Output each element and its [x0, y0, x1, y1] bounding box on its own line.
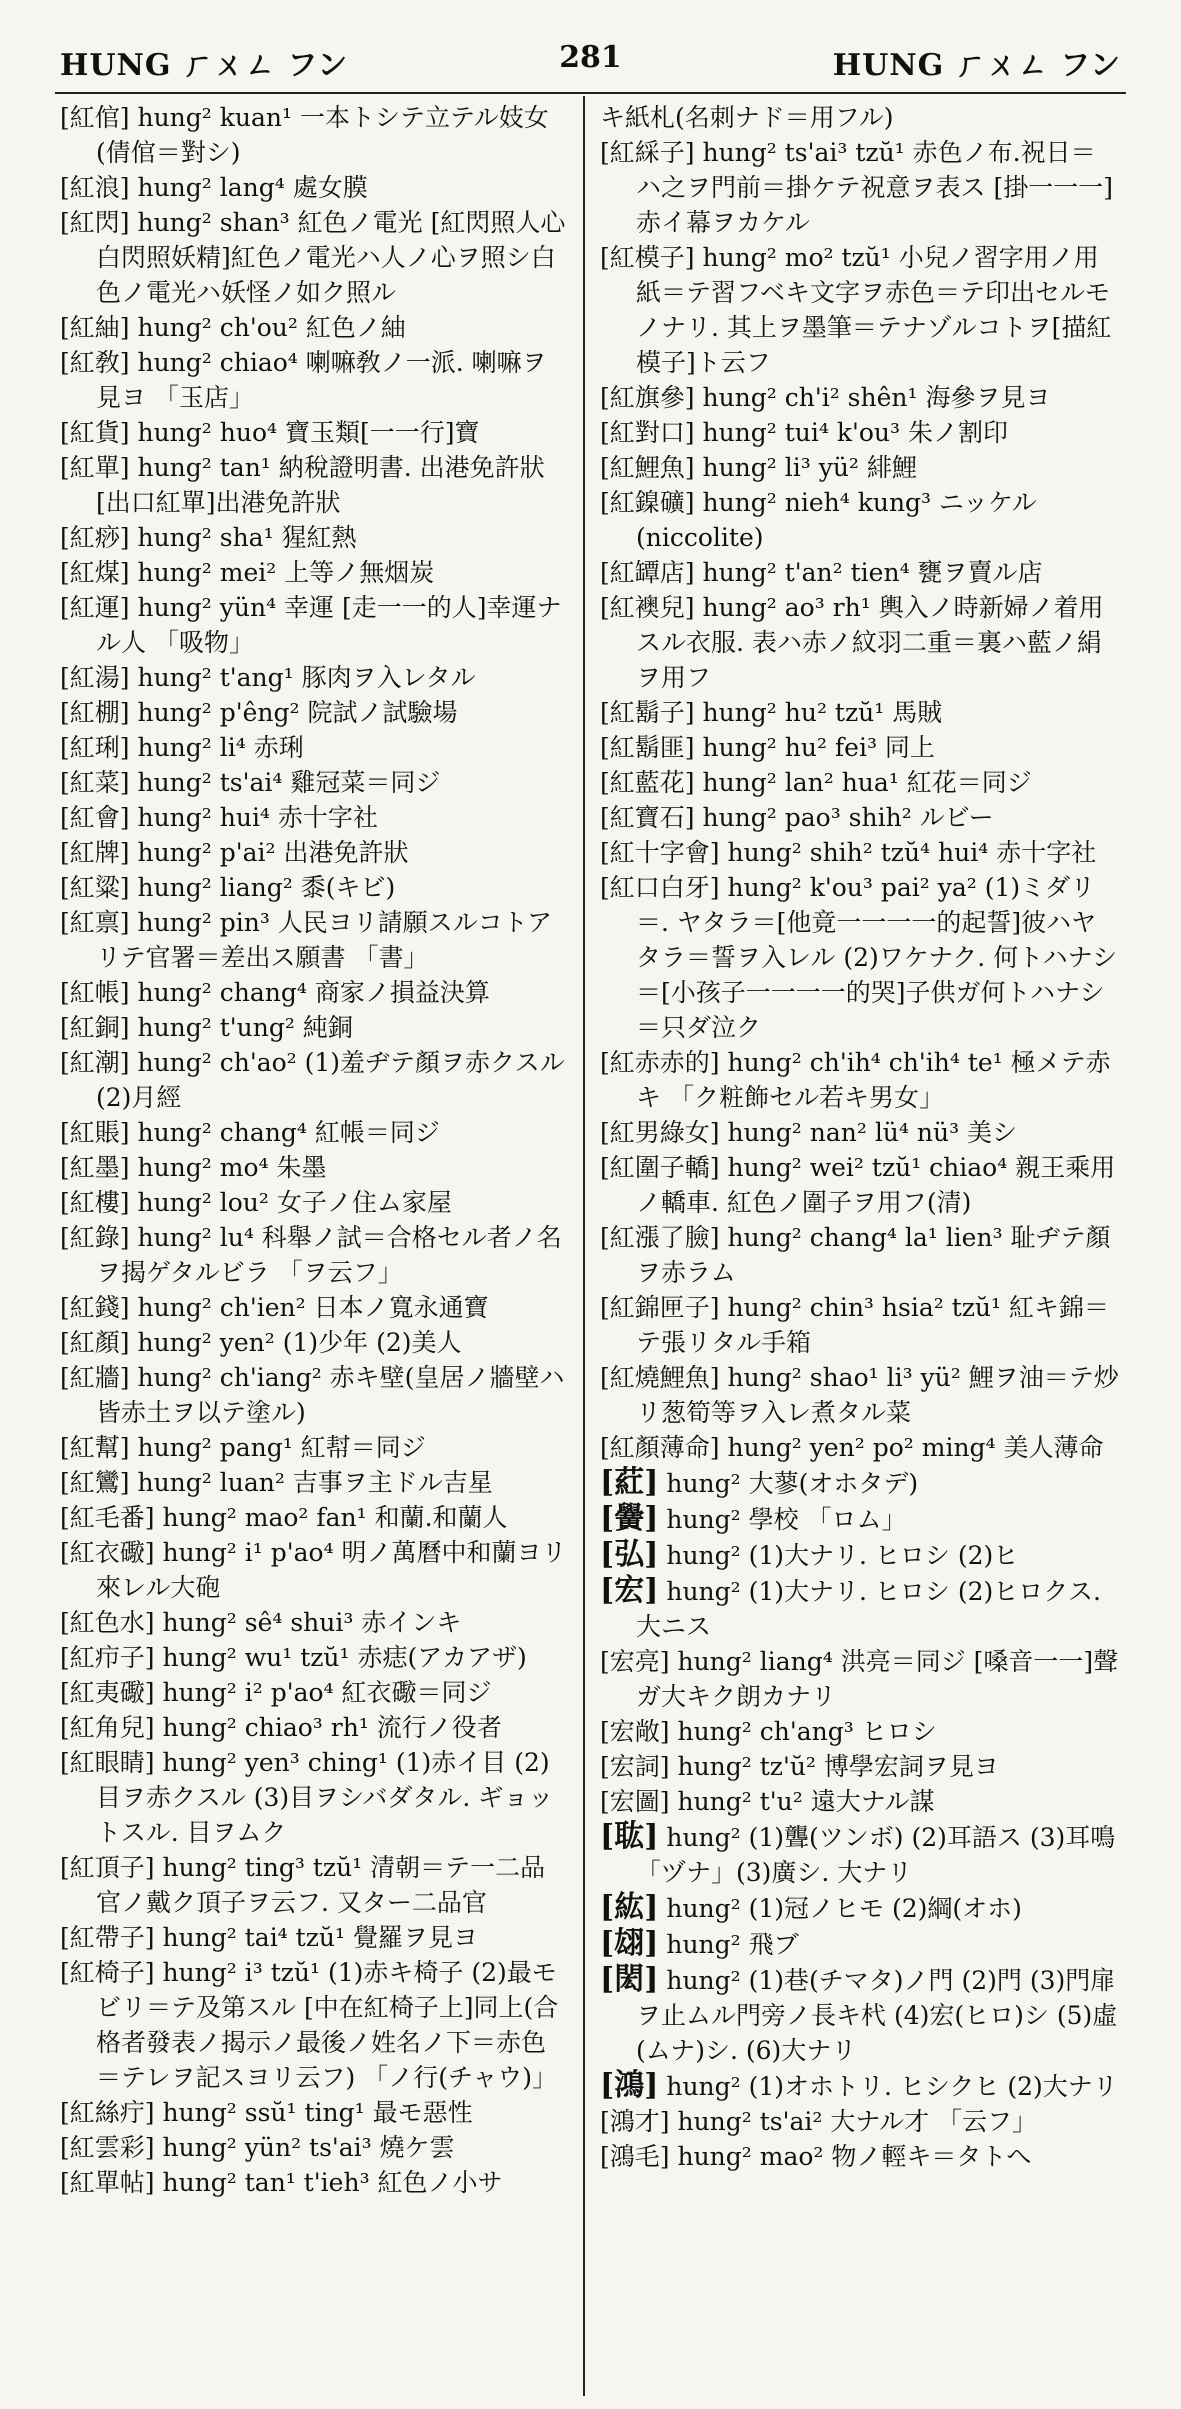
entry-headword: [紅痧] — [60, 523, 130, 552]
entry-definition: hung² kuan¹ 一本トシテ立テル妓女(倩倌＝對シ) — [96, 103, 549, 167]
entry-headword: [紅棚] — [60, 698, 130, 727]
entry-definition: hung² mao² fan¹ 和蘭.和蘭人 — [154, 1503, 508, 1532]
dictionary-entry — [60, 2095, 570, 2130]
entry-headword: [紅夷礮] — [60, 1678, 155, 1707]
entry-definition: hung² yün² ts'ai³ 燒ケ雲 — [154, 2133, 455, 2162]
entry-definition: キ紙札(名刺ナド＝用フル) — [600, 103, 894, 132]
dictionary-entry — [60, 590, 570, 660]
entry-definition: hung² sha¹ 猩紅熱 — [129, 523, 357, 552]
dictionary-entry — [60, 1045, 570, 1115]
entry-definition: hung² ch'ang³ ヒロシ — [669, 1717, 937, 1746]
entry-definition: hung² (1)冠ノヒモ (2)綱(オホ) — [658, 1894, 1022, 1923]
dictionary-entry — [60, 800, 570, 835]
dictionary-entry — [60, 1010, 570, 1045]
entry-definition: hung² huo⁴ 寶玉類[一一行]寶 — [129, 418, 480, 447]
entry-definition: hung² wu¹ tzŭ¹ 赤痣(アカアザ) — [154, 1643, 527, 1672]
entry-definition: hung² i¹ p'ao⁴ 明ノ萬曆中和蘭ヨリ來レル大砲 — [96, 1538, 567, 1602]
dictionary-entry — [600, 380, 1120, 415]
entry-headword: [紅燒鯉魚] — [600, 1363, 720, 1392]
entry-definition: hung² ch'i² shên¹ 海參ヲ見ヨ — [694, 383, 1051, 412]
entry-headword: [紅鯉魚] — [600, 453, 695, 482]
dictionary-entry — [600, 2068, 1120, 2104]
entry-definition: hung² ch'ih⁴ ch'ih⁴ te¹ 極メテ赤キ 「ク粧飾セル若キ男女」 — [636, 1048, 1111, 1112]
dictionary-entry — [60, 1290, 570, 1325]
dictionary-entry — [60, 205, 570, 310]
entry-headword: [宏詞] — [600, 1752, 670, 1781]
entry-definition: hung² hui⁴ 赤十字社 — [129, 803, 378, 832]
entry-headword: [紅牌] — [60, 838, 130, 867]
dictionary-entry — [60, 695, 570, 730]
entry-definition: hung² mao² 物ノ輕キ＝タトへ — [669, 2142, 1032, 2171]
dictionary-entry — [60, 905, 570, 975]
entry-definition: hung² (1)巷(チマタ)ノ門 (2)門 (3)門扉ヲ止ムル門旁ノ長キ杙 (4)宏(ヒロ)シ (5)虛(ムナ)シ. (6)大ナリ — [636, 1966, 1118, 2065]
entry-definition: hung² ch'ien² 日本ノ寬永通寶 — [129, 1293, 489, 1322]
dictionary-entry — [600, 1644, 1120, 1714]
entry-headword: [紅錦匣子] — [600, 1293, 720, 1322]
left-column — [60, 100, 570, 2390]
dictionary-entry — [60, 555, 570, 590]
entry-definition: hung² k'ou³ pai² ya² (1)ミダリ＝. ヤタラ＝[他竟一一一一的起誓]彼ハヤタラ＝誓ヲ入レル (2)ワケナク. 何トハナシ＝[小孩子一一一一的哭]子供ガ何トハナシ＝只ダ泣ク — [636, 873, 1118, 1042]
dictionary-entry — [600, 240, 1120, 380]
dictionary-entry — [60, 1325, 570, 1360]
dictionary-entry — [600, 590, 1120, 695]
entry-definition: hung² (1)聾(ツンボ) (2)耳語ス (3)耳鳴 「ヅナ」(3)廣シ. 大ナリ — [636, 1823, 1116, 1887]
entry-headword: [紅眼睛] — [60, 1748, 155, 1777]
entry-definition: hung² ch'ou² 紅色ノ紬 — [129, 313, 406, 342]
entry-headword: [紅牆] — [60, 1363, 130, 1392]
dictionary-entry — [600, 1784, 1120, 1819]
entry-definition: hung² (1)大ナリ. ヒロシ (2)ヒ — [658, 1541, 1019, 1570]
entry-headword: [紅口白牙] — [600, 873, 720, 902]
entry-headword: [紅浪] — [60, 173, 130, 202]
entry-headword: [宏亮] — [600, 1647, 670, 1676]
dictionary-entry — [60, 1675, 570, 1710]
dictionary-entry — [600, 1819, 1120, 1890]
entry-headword: [紅疖子] — [60, 1643, 155, 1672]
dictionary-entry — [60, 1640, 570, 1675]
entry-definition: hung² mo⁴ 朱墨 — [129, 1153, 327, 1182]
entry-definition: hung² 學校 「ロム」 — [658, 1505, 907, 1534]
dictionary-entry — [60, 765, 570, 800]
entry-headword: [宏圖] — [600, 1787, 670, 1816]
entry-definition: hung² p'ai² 出港免許狀 — [129, 838, 409, 867]
entry-definition: hung² ts'ai³ tzŭ¹ 赤色ノ布.祝日＝ハ之ヲ門前＝掛ケテ祝意ヲ表ス [掛一一一]赤イ幕ヲカケル — [636, 138, 1113, 237]
header-right-guide-word: HUNG ㄏㄨㄥ フン — [832, 48, 1121, 83]
dictionary-entry — [60, 2130, 570, 2165]
page-number: 281 — [559, 40, 622, 75]
dictionary-entry — [60, 1605, 570, 1640]
entry-definition: hung² li⁴ 赤琍 — [129, 733, 304, 762]
dictionary-entry — [60, 660, 570, 695]
entry-definition: hung² yen² (1)少年 (2)美人 — [129, 1328, 462, 1357]
dictionary-entry — [60, 1500, 570, 1535]
dictionary-entry — [60, 450, 570, 520]
dictionary-entry — [60, 1955, 570, 2095]
dictionary-entry — [600, 1220, 1120, 1290]
entry-definition: hung² ssŭ¹ ting¹ 最モ惡性 — [154, 2098, 473, 2127]
entry-definition: hung² ting³ tzŭ¹ 清朝＝テ一二品官ノ戴ク頂子ヲ云フ. 又ター二品官 — [96, 1853, 546, 1917]
entry-headword: [紅鬍子] — [600, 698, 695, 727]
dictionary-entry — [60, 100, 570, 170]
entry-headword: [紅紬] — [60, 313, 130, 342]
entry-definition: hung² chiao³ rh¹ 流行ノ役者 — [154, 1713, 502, 1742]
entry-definition: hung² nan² lü⁴ nü³ 美シ — [719, 1118, 1018, 1147]
dictionary-entry — [600, 1501, 1120, 1537]
entry-definition: hung² yen² po² ming⁴ 美人薄命 — [719, 1433, 1104, 1462]
entry-headword: [紅閃] — [60, 208, 130, 237]
dictionary-entry — [600, 1714, 1120, 1749]
entry-definition: hung² mo² tzŭ¹ 小兒ノ習字用ノ用紙＝テ習フベキ文字ヲ赤色＝テ印出セルモノナリ. 其上ヲ墨筆＝テナゾルコトヲ[描紅模子]ト云フ — [636, 243, 1112, 377]
entry-headword: [宏敞] — [600, 1717, 670, 1746]
entry-headword: [紅對口] — [600, 418, 695, 447]
right-column — [600, 100, 1120, 2390]
entry-definition: hung² pao³ shih² ルビー — [694, 803, 994, 832]
entry-headword: [紅粱] — [60, 873, 130, 902]
entry-headword: [紅單帖] — [60, 2168, 155, 2197]
dictionary-entry — [60, 975, 570, 1010]
dictionary-entry — [60, 1150, 570, 1185]
entry-headword: [紅貨] — [60, 418, 130, 447]
dictionary-entry — [600, 100, 1120, 135]
entry-headword: [紅角兒] — [60, 1713, 155, 1742]
entry-definition: hung² lan² hua¹ 紅花＝同ジ — [694, 768, 1032, 797]
dictionary-entry — [600, 2139, 1120, 2174]
entry-headword: [紅敎] — [60, 348, 130, 377]
dictionary-entry — [600, 1465, 1120, 1501]
entry-definition: hung² t'ung² 純銅 — [129, 1013, 353, 1042]
dictionary-entry — [600, 765, 1120, 800]
entry-definition: hung² chin³ hsia² tzŭ¹ 紅キ錦＝テ張リタル手箱 — [636, 1293, 1109, 1357]
entry-headword: [紅衣礮] — [60, 1538, 155, 1567]
dictionary-entry — [60, 870, 570, 905]
entry-definition: hung² tai⁴ tzŭ¹ 覺羅ヲ見ヨ — [154, 1923, 478, 1952]
entry-definition: hung² chang⁴ 紅帳＝同ジ — [129, 1118, 440, 1147]
dictionary-entry — [60, 1430, 570, 1465]
entry-headword: [紅樓] — [60, 1188, 130, 1217]
dictionary-entry — [60, 415, 570, 450]
entry-definition: hung² lang⁴ 處女膜 — [129, 173, 368, 202]
entry-headword: [紅錢] — [60, 1293, 130, 1322]
entry-headword: [紅寶石] — [600, 803, 695, 832]
entry-definition: hung² 大蓼(オホタデ) — [658, 1469, 919, 1498]
dictionary-entry — [60, 835, 570, 870]
entry-definition: hung² mei² 上等ノ無烟炭 — [129, 558, 435, 587]
dictionary-entry — [600, 1360, 1120, 1430]
entry-definition: hung² tui⁴ k'ou³ 朱ノ割印 — [694, 418, 1008, 447]
entry-headword: [紅倌] — [60, 103, 130, 132]
entry-definition: hung² lu⁴ 科舉ノ試＝合格セル者ノ名ヲ揭ゲタルビラ 「ヲ云フ」 — [96, 1223, 562, 1287]
dictionary-entry — [600, 1537, 1120, 1573]
entry-headword: [鴻毛] — [600, 2142, 670, 2171]
dictionary-entry — [600, 135, 1120, 240]
entry-headword: [紅男綠女] — [600, 1118, 720, 1147]
entry-headword: [鴻] — [600, 2068, 659, 2103]
entry-headword: [葒] — [600, 1465, 659, 1500]
entry-headword: [紅模子] — [600, 243, 695, 272]
entry-headword: [紅錄] — [60, 1223, 130, 1252]
entry-headword: [紅顏薄命] — [600, 1433, 720, 1462]
entry-definition: hung² (1)オホトリ. ヒシクヒ (2)大ナリ — [658, 2072, 1118, 2101]
entry-definition: hung² chang⁴ 商家ノ損益決算 — [129, 978, 490, 1007]
dictionary-entry — [60, 1920, 570, 1955]
entry-definition: hung² lou² 女子ノ住ム家屋 — [129, 1188, 452, 1217]
entry-headword: [紅絲疔] — [60, 2098, 155, 2127]
entry-headword: [紅椅子] — [60, 1958, 155, 1987]
dictionary-entry — [60, 1535, 570, 1605]
entry-headword: [紅會] — [60, 803, 130, 832]
entry-definition: hung² wei² tzŭ¹ chiao⁴ 親王乘用ノ轎車. 紅色ノ圍子ヲ用フ(清) — [636, 1153, 1116, 1217]
entry-headword: [紅鎳礦] — [600, 488, 695, 517]
dictionary-entry — [600, 485, 1120, 555]
entry-headword: [宏] — [600, 1573, 659, 1608]
dictionary-entry — [600, 1045, 1120, 1115]
dictionary-entry — [60, 2165, 570, 2200]
entry-definition: hung² shan³ 紅色ノ電光 [紅閃照人心白閃照妖精]紅色ノ電光ハ人ノ心ヲ照シ白色ノ電光ハ妖怪ノ如ク照ル — [96, 208, 566, 307]
dictionary-entry — [60, 170, 570, 205]
dictionary-entry — [60, 1745, 570, 1850]
entry-headword: [黌] — [600, 1501, 659, 1536]
entry-headword: [紅煤] — [60, 558, 130, 587]
entry-definition: hung² i³ tzŭ¹ (1)赤キ椅子 (2)最モビリ＝テ及第スル [中在紅椅子上]同上(合格者發表ノ揭示ノ最後ノ姓名ノ下＝赤色＝テレヲ記スヨリ云フ) 「ノ行(チャウ)」 — [96, 1958, 559, 2092]
entry-definition: hung² t'ang¹ 豚肉ヲ入レタル — [129, 663, 476, 692]
dictionary-entry — [60, 1220, 570, 1290]
entry-definition: hung² ao³ rh¹ 輿入ノ時新婦ノ着用スル衣服. 表ハ赤ノ紋羽二重＝裏ハ藍ノ絹ヲ用フ — [636, 593, 1104, 692]
dictionary-entry — [60, 1115, 570, 1150]
entry-headword: [紅綵子] — [600, 138, 695, 167]
entry-headword: [紘] — [600, 1890, 659, 1925]
entry-definition: hung² 飛ブ — [658, 1930, 799, 1959]
dictionary-entry — [600, 730, 1120, 765]
entry-headword: [紅禀] — [60, 908, 130, 937]
entry-headword: [弘] — [600, 1537, 659, 1572]
dictionary-entry — [600, 450, 1120, 485]
entry-headword: [紅漲了臉] — [600, 1223, 720, 1252]
entry-definition: hung² chang⁴ la¹ lien³ 耻ヂテ顏ヲ赤ラム — [636, 1223, 1111, 1287]
dictionary-entry — [600, 695, 1120, 730]
entry-definition: hung² (1)大ナリ. ヒロシ (2)ヒロクス. 大ニス — [636, 1577, 1101, 1641]
entry-headword: [紅帳] — [60, 978, 130, 1007]
entry-definition: hung² hu² tzŭ¹ 馬賊 — [694, 698, 943, 727]
dictionary-entry — [600, 835, 1120, 870]
entry-headword: [閎] — [600, 1962, 659, 1997]
entry-headword: [紅頂子] — [60, 1853, 155, 1882]
entry-headword: [紅藍花] — [600, 768, 695, 797]
entry-definition: hung² liang² 黍(キビ) — [129, 873, 396, 902]
dictionary-entry — [60, 310, 570, 345]
entry-definition: hung² p'êng² 院試ノ試驗場 — [129, 698, 458, 727]
entry-definition: hung² hu² fei³ 同上 — [694, 733, 935, 762]
dictionary-entry — [600, 1749, 1120, 1784]
dictionary-entry — [60, 1465, 570, 1500]
page-header — [60, 40, 1121, 90]
entry-headword: [紅罈店] — [600, 558, 695, 587]
header-rule — [55, 92, 1126, 94]
entry-definition: hung² li³ yü² 緋鯉 — [694, 453, 917, 482]
entry-headword: [紅帶子] — [60, 1923, 155, 1952]
entry-definition: hung² shih² tzŭ⁴ hui⁴ 赤十字社 — [719, 838, 1097, 867]
entry-definition: hung² t'u² 遠大ナル謀 — [669, 1787, 935, 1816]
entry-definition: hung² sê⁴ shui³ 赤インキ — [154, 1608, 462, 1637]
entry-headword: [紅赤赤的] — [600, 1048, 720, 1077]
dictionary-entry — [600, 1150, 1120, 1220]
dictionary-entry — [600, 1890, 1120, 1926]
header-left-guide-word: HUNG ㄏㄨㄥ フン — [60, 48, 349, 83]
entry-definition: hung² ts'ai² 大ナル才 「云フ」 — [669, 2107, 1038, 2136]
entry-definition: hung² ts'ai⁴ 雞冠菜＝同ジ — [129, 768, 441, 797]
entry-headword: [紅單] — [60, 453, 130, 482]
entry-headword: [紅湯] — [60, 663, 130, 692]
entry-definition: hung² t'an² tien⁴ 甕ヲ賣ル店 — [694, 558, 1043, 587]
entry-headword: [紅幫] — [60, 1433, 130, 1462]
dictionary-entry — [60, 730, 570, 765]
dictionary-entry — [600, 1926, 1120, 1962]
entry-headword: [紅色水] — [60, 1608, 155, 1637]
entry-headword: [紅十字會] — [600, 838, 720, 867]
entry-definition: hung² tan¹ t'ieh³ 紅色ノ小サ — [154, 2168, 503, 2197]
dictionary-entry — [600, 1430, 1120, 1465]
dictionary-entry — [60, 520, 570, 555]
entry-headword: [紅銅] — [60, 1013, 130, 1042]
entry-headword: [紅圍子轎] — [600, 1153, 720, 1182]
entry-definition: hung² tan¹ 納稅證明書. 出港免許狀[出口紅單]出港免許狀 — [96, 453, 545, 517]
entry-definition: hung² i² p'ao⁴ 紅衣礮＝同ジ — [154, 1678, 492, 1707]
dictionary-entry — [600, 555, 1120, 590]
dictionary-entry — [60, 1185, 570, 1220]
entry-headword: [紅鬍匪] — [600, 733, 695, 762]
entry-headword: [紅旗參] — [600, 383, 695, 412]
entry-definition: hung² pin³ 人民ヨリ請願スルコトアリテ官署＝差出ス願書 「書」 — [96, 908, 553, 972]
dictionary-entry — [60, 345, 570, 415]
entry-headword: [紅琍] — [60, 733, 130, 762]
entry-definition: hung² ch'iang² 赤キ壁(皇居ノ牆壁ハ皆赤土ヲ以テ塗ル) — [96, 1363, 565, 1427]
entry-definition: hung² tz'ŭ² 博學宏詞ヲ見ヨ — [669, 1752, 999, 1781]
entry-headword: [紅潮] — [60, 1048, 130, 1077]
entry-headword: [紅賬] — [60, 1118, 130, 1147]
dictionary-entry — [60, 1710, 570, 1745]
dictionary-entry — [600, 1573, 1120, 1644]
entry-definition: hung² yün⁴ 幸運 [走一一的人]幸運ナル人 「吸物」 — [96, 593, 562, 657]
entry-definition: hung² luan² 吉事ヲ主ドル吉星 — [129, 1468, 493, 1497]
entry-headword: [耾] — [600, 1819, 659, 1854]
entry-definition: hung² pang¹ 紅幇＝同ジ — [129, 1433, 426, 1462]
entry-headword: [紅毛番] — [60, 1503, 155, 1532]
entry-headword: [紅運] — [60, 593, 130, 622]
dictionary-entry — [60, 1850, 570, 1920]
entry-headword: [紅墨] — [60, 1153, 130, 1182]
dictionary-entry — [600, 415, 1120, 450]
entry-definition: hung² liang⁴ 洪亮＝同ジ [嗓音一一]聲ガ大キク朗カナリ — [636, 1647, 1119, 1711]
entry-definition: hung² yen³ ching¹ (1)赤イ目 (2)目ヲ赤クスル (3)目ヲシバダタル. ギョットスル. 目ヲムク — [96, 1748, 554, 1847]
entry-headword: [鴻才] — [600, 2107, 670, 2136]
entry-definition: hung² chiao⁴ 喇嘛敎ノ一派. 喇嘛ヲ見ヨ 「玉店」 — [96, 348, 547, 412]
entry-headword: [紅顏] — [60, 1328, 130, 1357]
entry-headword: [紅雲彩] — [60, 2133, 155, 2162]
dictionary-entry — [600, 1962, 1120, 2068]
column-divider — [583, 96, 585, 2396]
dictionary-entry — [600, 1115, 1120, 1150]
entry-headword: [紅菜] — [60, 768, 130, 797]
entry-headword: [紅襖兒] — [600, 593, 695, 622]
entry-headword: [紅鸞] — [60, 1468, 130, 1497]
entry-definition: hung² nieh⁴ kung³ ニッケル (niccolite) — [636, 488, 1037, 552]
dictionary-entry — [600, 2104, 1120, 2139]
entry-definition: hung² shao¹ li³ yü² 鯉ヲ油＝テ炒リ葱筍等ヲ入レ煮タル菜 — [636, 1363, 1119, 1427]
dictionary-entry — [600, 1290, 1120, 1360]
dictionary-entry — [60, 1360, 570, 1430]
dictionary-entry — [600, 800, 1120, 835]
entry-headword: [翃] — [600, 1926, 659, 1961]
entry-definition: hung² ch'ao² (1)羞ヂテ顏ヲ赤クスル (2)月經 — [96, 1048, 565, 1112]
dictionary-entry — [600, 870, 1120, 1045]
